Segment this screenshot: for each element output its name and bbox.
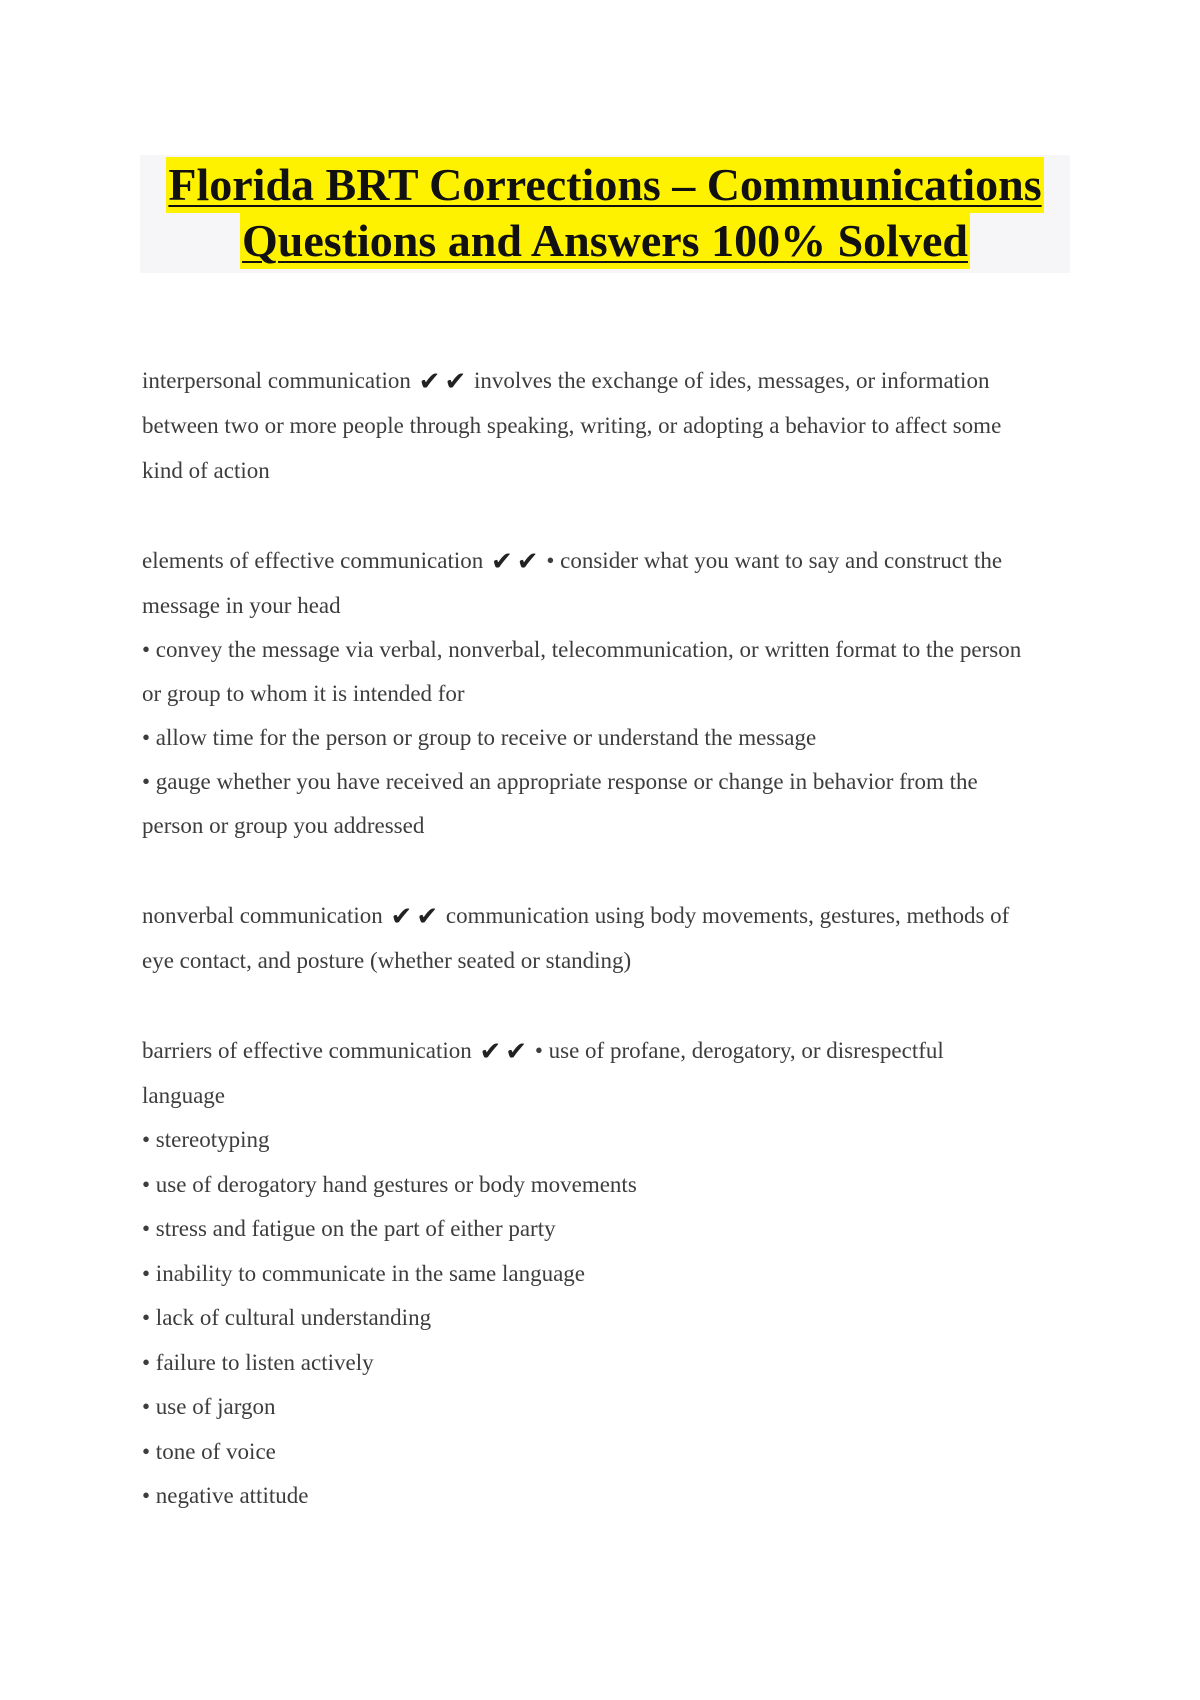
qa-answer-text: • use of profane, derogatory, or disrespectful [534,1038,944,1063]
qa-answer-line: person or group you addressed [142,813,425,838]
qa-answer-line: eye contact, and posture (whether seated or standing) [142,948,632,973]
qa-answer-line: • stereotyping [142,1127,270,1152]
qa-answer-line: • lack of cultural understanding [142,1305,432,1330]
qa-term: nonverbal communication [142,903,383,928]
qa-entry [142,538,1072,848]
check-icon: ✔ [491,547,513,577]
check-icon: ✔ [418,367,441,397]
qa-entry [142,893,1072,983]
check-icon: ✔ [444,367,467,397]
qa-term: elements of effective communication [142,548,484,573]
check-icon: ✔ [416,902,439,932]
qa-answer-line: kind of action [142,458,270,483]
qa-answer-text: • consider what you want to say and construct the [546,548,1003,573]
check-icon: ✔ [505,1037,528,1067]
qa-first-line [142,538,1072,583]
qa-answer-line: • allow time for the person or group to receive or understand the message [142,725,817,750]
title-line-1: Florida BRT Corrections – Communications [166,157,1043,213]
qa-answer-line: • use of jargon [142,1394,276,1419]
qa-answer-line: • inability to communicate in the same language [142,1260,586,1286]
qa-entry [142,358,1072,493]
qa-answer-line: or group to whom it is intended for [142,681,465,706]
qa-term: interpersonal communication [142,368,411,393]
qa-answer-line: • tone of voice [142,1438,276,1464]
qa-answer-text: communication using body movements, gestures, methods of [445,903,1010,928]
qa-first-line [142,1028,1072,1073]
check-icon: ✔ [516,547,539,577]
title-line-2: Questions and Answers 100% Solved [240,213,970,269]
qa-answer-line: • gauge whether you have received an appropriate response or change in behavior from the [142,769,978,794]
check-icon: ✔ [390,902,413,932]
check-icon: ✔ [479,1037,502,1067]
qa-answer-line: • use of derogatory hand gestures or body movements [142,1171,637,1197]
qa-answer-line: message in your head [142,593,341,618]
qa-first-line [142,893,1072,938]
qa-answer-line: between two or more people through speaking, writing, or adopting a behavior to affect some [142,413,1002,438]
qa-answer-line: • convey the message via verbal, nonverbal, telecommunication, or written format to the person [142,637,1022,662]
qa-list [142,358,1072,1564]
qa-first-line [142,358,1072,403]
qa-term: barriers of effective communication [142,1038,472,1063]
qa-answer-line: • negative attitude [142,1483,309,1508]
qa-answer-line: language [142,1083,226,1108]
document-title [140,155,1070,273]
qa-entry [142,1028,1072,1519]
qa-answer-line: • failure to listen actively [142,1349,374,1375]
qa-answer-text: involves the exchange of ides, messages, or information [474,368,990,393]
qa-answer-line: • stress and fatigue on the part of either party [142,1216,556,1241]
